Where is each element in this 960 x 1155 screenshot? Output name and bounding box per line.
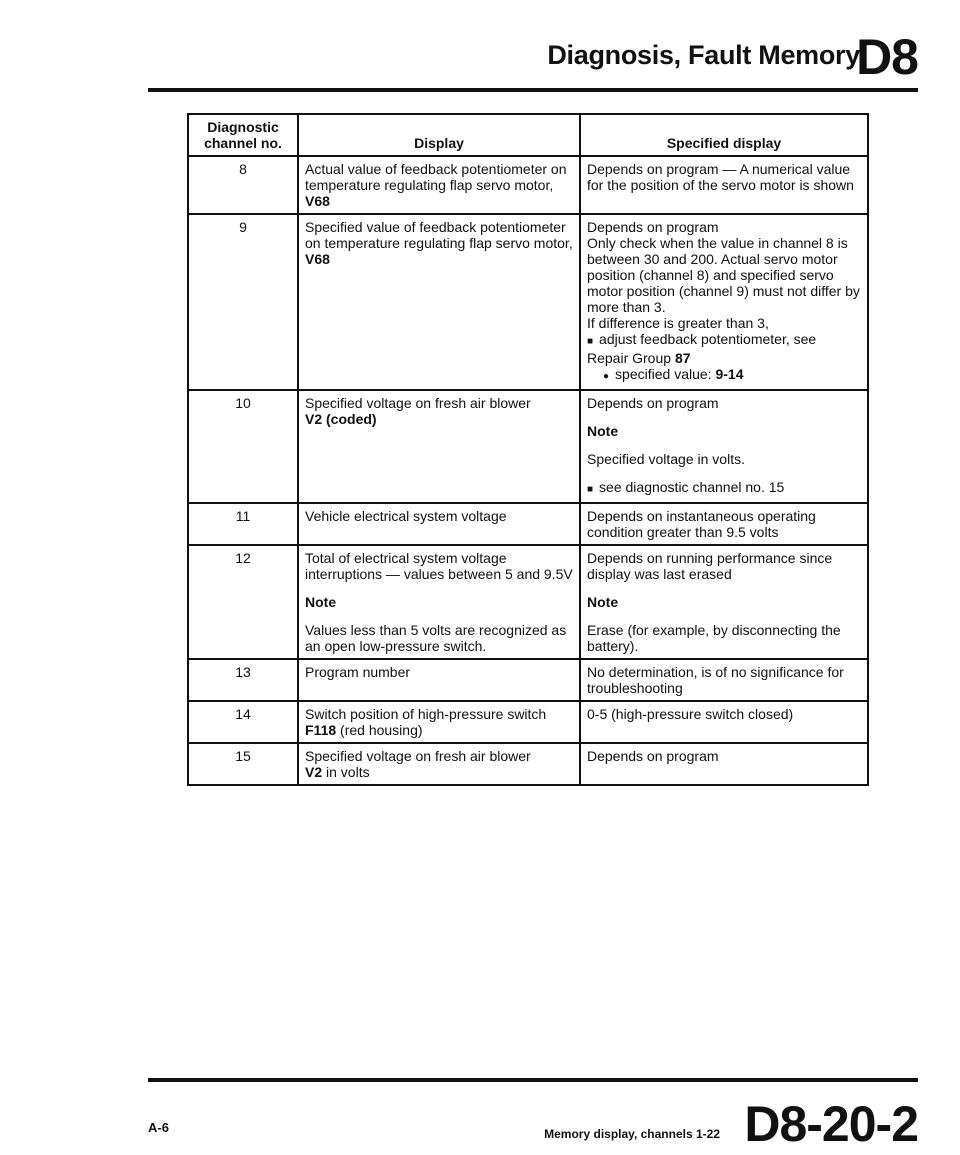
specified-cell: 0-5 (high-pressure switch closed) [580, 701, 868, 743]
channel-number: 14 [188, 701, 298, 743]
specified-cell: Depends on instantaneous operating condition greater than 9.5 volts [580, 503, 868, 545]
table-row [188, 156, 868, 214]
channel-number: 10 [188, 390, 298, 503]
display-cell: Program number [298, 659, 580, 701]
footer-rule [148, 1078, 918, 1082]
table-row [188, 214, 868, 390]
specified-cell: Depends on program Only check when the value in channel 8 is between 30 and 200. Actual servo motor position (channel 8) and specified servo motor position (channel 9) must not differ by more than 3. If difference is greater than 3, ■ adjust feedback potentiometer, see Repair Group 87 ● specified value: 9-14 [580, 214, 868, 390]
table-row [188, 743, 868, 785]
table-row [188, 390, 868, 503]
table-row [188, 701, 868, 743]
specified-cell: Depends on running performance since display was last erased Note Erase (for example, by disconnecting the battery). [580, 545, 868, 659]
header-specified: Specified display [580, 114, 868, 156]
specified-cell: Depends on program Note Specified voltage in volts. ■ see diagnostic channel no. 15 [580, 390, 868, 503]
section-code: D8 [856, 29, 918, 85]
channel-number: 11 [188, 503, 298, 545]
diagnostic-table [187, 113, 869, 786]
bullet-item: ■ adjust feedback potentiometer, see Repair Group 87 [587, 331, 861, 366]
table-row [188, 659, 868, 701]
channel-number: 12 [188, 545, 298, 659]
page-number: A-6 [148, 1120, 169, 1135]
display-cell: Vehicle electrical system voltage [298, 503, 580, 545]
specified-cell: Depends on program [580, 743, 868, 785]
specified-cell: No determination, is of no significance for troubleshooting [580, 659, 868, 701]
table-header-row [188, 114, 868, 156]
channel-number: 15 [188, 743, 298, 785]
display-cell: Specified voltage on fresh air blower V2 in volts [298, 743, 580, 785]
display-cell: Specified value of feedback potentiometer on temperature regulating flap servo motor, V68 [298, 214, 580, 390]
specified-cell: Depends on program — A numerical value for the position of the servo motor is shown [580, 156, 868, 214]
channel-number: 13 [188, 659, 298, 701]
table-row [188, 545, 868, 659]
page-title: Diagnosis, Fault Memory [547, 40, 860, 70]
display-cell: Switch position of high-pressure switch F118 (red housing) [298, 701, 580, 743]
header-display: Display [298, 114, 580, 156]
page-code: D8-20-2 [744, 1096, 918, 1152]
display-cell: Specified voltage on fresh air blower V2 (coded) [298, 390, 580, 503]
channel-number: 8 [188, 156, 298, 214]
section-label: Memory display, channels 1-22 [544, 1127, 720, 1141]
bullet-item: ■ see diagnostic channel no. 15 [587, 479, 861, 498]
header-rule [148, 88, 918, 92]
display-cell: Total of electrical system voltage interruptions — values between 5 and 9.5V Note Values less than 5 volts are recognized as an open low-pressure switch. [298, 545, 580, 659]
table-row [188, 503, 868, 545]
bullet-item: ● specified value: 9-14 [587, 366, 861, 385]
header-channel: Diagnostic channel no. [188, 114, 298, 156]
display-cell: Actual value of feedback potentiometer on temperature regulating flap servo motor, V68 [298, 156, 580, 214]
channel-number: 9 [188, 214, 298, 390]
